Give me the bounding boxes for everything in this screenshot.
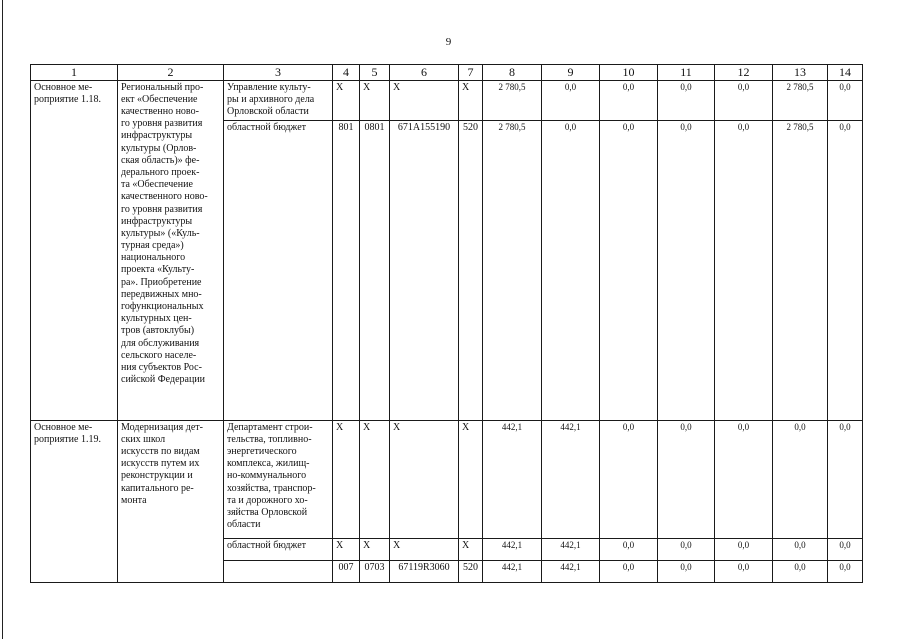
grbs-cell: X: [333, 538, 360, 560]
amount-cell: 2 780,5: [773, 120, 828, 420]
amount-cell: 0,0: [715, 420, 773, 538]
csr-cell: 671A155190: [390, 120, 459, 420]
amount-cell: 442,1: [483, 560, 542, 582]
amount-cell: 0,0: [600, 120, 658, 420]
amount-cell: 0,0: [828, 420, 863, 538]
header-cell: 8: [483, 65, 542, 81]
amount-cell: 0,0: [773, 560, 828, 582]
budget-table: [30, 64, 863, 583]
header-cell: 7: [459, 65, 483, 81]
header-cell: 11: [658, 65, 715, 81]
csr-cell: X: [390, 420, 459, 538]
header-cell: 13: [773, 65, 828, 81]
rzpr-cell: X: [360, 80, 390, 120]
header-row: [31, 65, 863, 81]
executor-cell: Департамент строи- тельства, топливно- энергетического комплекса, жилищ- но-коммунального хозяйства, транспор- та и дорожного хо- зяйства Орловской области: [224, 420, 333, 538]
amount-cell: 442,1: [542, 560, 600, 582]
amount-cell: 0,0: [828, 120, 863, 420]
vr-cell: X: [459, 420, 483, 538]
amount-cell: 0,0: [773, 420, 828, 538]
amount-cell: 0,0: [600, 420, 658, 538]
amount-cell: 0,0: [658, 420, 715, 538]
amount-cell: 0,0: [658, 80, 715, 120]
vr-cell: 520: [459, 560, 483, 582]
amount-cell: 0,0: [828, 80, 863, 120]
grbs-cell: 801: [333, 120, 360, 420]
amount-cell: 0,0: [715, 560, 773, 582]
amount-cell: 0,0: [542, 80, 600, 120]
header-cell: 4: [333, 65, 360, 81]
rzpr-cell: X: [360, 420, 390, 538]
amount-cell: 442,1: [542, 538, 600, 560]
vr-cell: X: [459, 538, 483, 560]
amount-cell: 0,0: [828, 560, 863, 582]
header-cell: 5: [360, 65, 390, 81]
csr-cell: X: [390, 80, 459, 120]
executor-cell: областной бюджет: [224, 538, 333, 560]
amount-cell: 0,0: [658, 538, 715, 560]
amount-cell: 0,0: [715, 120, 773, 420]
amount-cell: 0,0: [600, 538, 658, 560]
executor-cell: областной бюджет: [224, 120, 333, 420]
table-row: [31, 420, 863, 538]
vr-cell: 520: [459, 120, 483, 420]
page-edge-line: [2, 0, 3, 639]
header-cell: 2: [118, 65, 224, 81]
amount-cell: 0,0: [658, 120, 715, 420]
amount-cell: 442,1: [542, 420, 600, 538]
header-cell: 3: [224, 65, 333, 81]
header-cell: 1: [31, 65, 118, 81]
event-description-cell: Региональный про- ект «Обеспечение качественно ново- го уровня развития инфраструктуры культуры (Орлов- ская область)» фе- дерального проек- та «Обеспечение качественного ново- го уровня развития инфраструктуры культуры» («Куль- турная среда») национального проекта «Культу- ра». Приобретение передвижных мно- гофункциональных культурных цен- тров (автоклубы) для обслуживания сельского населе- ния субъектов Рос- сийской Федерации: [118, 80, 224, 420]
amount-cell: 0,0: [773, 538, 828, 560]
amount-cell: 0,0: [600, 80, 658, 120]
event-name-cell: Основное ме- роприятие 1.18.: [31, 80, 118, 420]
amount-cell: 0,0: [658, 560, 715, 582]
amount-cell: 0,0: [715, 538, 773, 560]
amount-cell: 0,0: [600, 560, 658, 582]
amount-cell: 442,1: [483, 538, 542, 560]
header-cell: 14: [828, 65, 863, 81]
event-name-cell: Основное ме- роприятие 1.19.: [31, 420, 118, 582]
vr-cell: X: [459, 80, 483, 120]
amount-cell: 0,0: [715, 80, 773, 120]
amount-cell: 2 780,5: [483, 120, 542, 420]
grbs-cell: X: [333, 420, 360, 538]
rzpr-cell: X: [360, 538, 390, 560]
event-description-cell: Модернизация дет- ских школ искусств по видам искусств путем их реконструкции и капитального ре- монта: [118, 420, 224, 582]
header-cell: 12: [715, 65, 773, 81]
amount-cell: 0,0: [542, 120, 600, 420]
rzpr-cell: 0801: [360, 120, 390, 420]
amount-cell: 0,0: [828, 538, 863, 560]
rzpr-cell: 0703: [360, 560, 390, 582]
grbs-cell: X: [333, 80, 360, 120]
page-number: 9: [445, 36, 452, 48]
csr-cell: 67119R3060: [390, 560, 459, 582]
executor-cell: [224, 560, 333, 582]
grbs-cell: 007: [333, 560, 360, 582]
executor-cell: Управление культу- ры и архивного дела Орловской области: [224, 80, 333, 120]
header-cell: 9: [542, 65, 600, 81]
amount-cell: 2 780,5: [773, 80, 828, 120]
header-cell: 10: [600, 65, 658, 81]
csr-cell: X: [390, 538, 459, 560]
table-row: [31, 80, 863, 120]
amount-cell: 442,1: [483, 420, 542, 538]
amount-cell: 2 780,5: [483, 80, 542, 120]
header-cell: 6: [390, 65, 459, 81]
